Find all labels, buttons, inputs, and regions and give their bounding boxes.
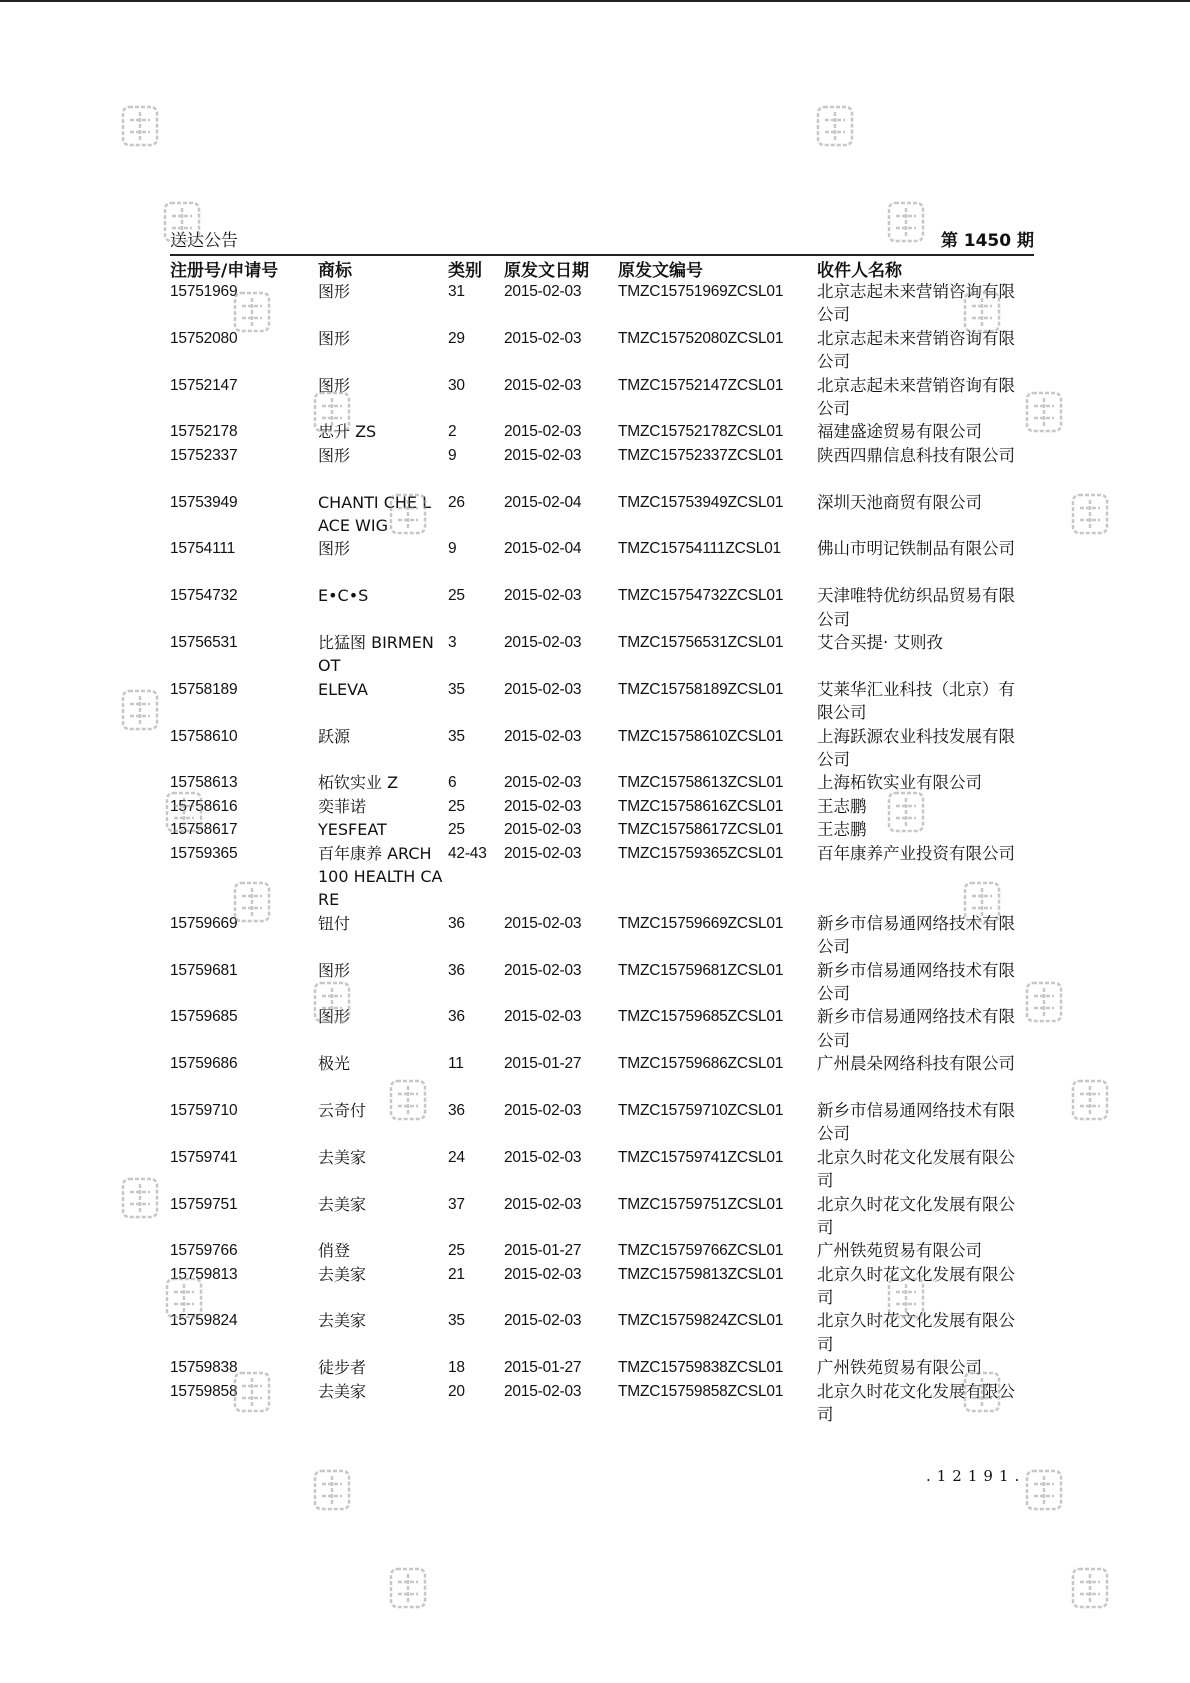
cell-class: 9	[448, 540, 457, 558]
cell-reg-no: 15752147	[170, 376, 238, 394]
page-number: .12191.	[926, 1467, 1026, 1485]
cell-reg-no: 15758610	[170, 727, 238, 745]
cell-date: 2015-02-03	[504, 844, 582, 862]
table-row	[170, 725, 1034, 772]
cell-reg-no: 15759741	[170, 1148, 238, 1166]
table-row	[170, 1193, 1034, 1240]
zhong-watermark-icon	[120, 104, 160, 148]
cell-reg-no: 15759685	[170, 1008, 238, 1026]
issue-number: 第 1450 期	[940, 231, 1034, 251]
biao-watermark-icon	[1024, 980, 1064, 1024]
cell-mark: 忠升 ZS	[318, 422, 377, 442]
guo-watermark-icon	[886, 790, 926, 834]
guo-watermark-icon	[164, 1276, 204, 1320]
cell-reg-no: 15759669	[170, 914, 238, 932]
cell-reg-no: 15758617	[170, 821, 238, 839]
cell-date: 2015-02-03	[504, 914, 582, 932]
cell-class: 25	[448, 587, 465, 605]
col-header-class: 类别	[448, 261, 482, 281]
cell-reg-no: 15758613	[170, 774, 238, 792]
cell-mark: 钮付	[318, 913, 351, 933]
cell-date: 2015-02-03	[504, 1008, 582, 1026]
zhong-watermark-icon	[120, 1176, 160, 1220]
cell-class: 25	[448, 821, 465, 839]
cell-mark: 去美家	[318, 1194, 367, 1214]
cell-mark: 比猛图 BIRMENOT	[318, 632, 434, 676]
cell-reg-no: 15754732	[170, 587, 238, 605]
cell-reg-no: 15759710	[170, 1101, 238, 1119]
cell-mark: 图形	[318, 445, 351, 465]
cell-date: 2015-02-03	[504, 774, 582, 792]
cell-date: 2015-02-03	[504, 1101, 582, 1119]
cell-mark: 去美家	[318, 1381, 367, 1401]
table-row	[170, 1380, 1034, 1427]
cell-date: 2015-02-03	[504, 961, 582, 979]
cell-recipient: 北京志起未来营销咨询有限公司	[817, 328, 1015, 372]
cell-doc-no: TMZC15754111ZCSL01	[618, 540, 781, 558]
cell-class: 36	[448, 1101, 465, 1119]
cell-doc-no: TMZC15753949ZCSL01	[618, 493, 784, 511]
cell-date: 2015-02-03	[504, 1382, 582, 1400]
table-row	[170, 584, 1034, 631]
biao-watermark-icon	[312, 390, 352, 434]
cell-date: 2015-02-03	[504, 423, 582, 441]
table-row	[170, 1356, 1034, 1379]
cell-reg-no: 15759686	[170, 1055, 238, 1073]
cell-class: 11	[448, 1055, 464, 1073]
cell-recipient: 北京久时花文化发展有限公司	[817, 1194, 1015, 1237]
cell-reg-no: 15759766	[170, 1242, 238, 1260]
cell-doc-no: TMZC15759741ZCSL01	[618, 1148, 784, 1166]
cell-class: 30	[448, 376, 465, 394]
cell-mark: 图形	[318, 539, 351, 559]
cell-doc-no: TMZC15759685ZCSL01	[618, 1008, 784, 1026]
cell-doc-no: TMZC15758613ZCSL01	[618, 774, 784, 792]
cell-mark: 去美家	[318, 1264, 367, 1284]
cell-reg-no: 15758616	[170, 797, 238, 815]
cell-doc-no: TMZC15758610ZCSL01	[618, 727, 784, 745]
cell-date: 2015-02-04	[504, 540, 582, 558]
table-row	[170, 1052, 1034, 1099]
cell-class: 25	[448, 797, 465, 815]
cell-class: 6	[448, 774, 457, 792]
cell-date: 2015-02-03	[504, 680, 582, 698]
cell-recipient: 北京久时花文化发展有限公司	[817, 1264, 1015, 1308]
cell-doc-no: TMZC15758616ZCSL01	[618, 797, 784, 815]
cell-class: 31	[448, 283, 465, 300]
col-header-reg-no: 注册号/申请号	[170, 261, 279, 281]
wang-watermark-icon	[1070, 1078, 1110, 1122]
cell-mark: 图形	[318, 282, 351, 301]
table-row	[170, 1005, 1034, 1052]
cell-date: 2015-02-03	[504, 1312, 582, 1330]
cell-recipient: 上海跃源农业科技发展有限公司	[817, 726, 1015, 769]
cell-class: 36	[448, 1008, 465, 1026]
cell-class: 35	[448, 727, 465, 745]
table-row	[170, 280, 1034, 327]
cell-date: 2015-02-03	[504, 376, 582, 394]
wang-watermark-icon	[388, 492, 428, 536]
cell-class: 18	[448, 1359, 465, 1377]
cell-doc-no: TMZC15754732ZCSL01	[618, 587, 784, 605]
table-row	[170, 1239, 1034, 1262]
guo-watermark-icon	[162, 200, 202, 244]
biao-watermark-icon	[1024, 1468, 1064, 1512]
cell-recipient: 新乡市信易通网络技术有限公司	[817, 960, 1015, 1003]
cell-recipient: 新乡市信易通网络技术有限公司	[817, 1007, 1015, 1050]
cell-date: 2015-02-03	[504, 446, 582, 464]
cell-class: 35	[448, 680, 465, 698]
cell-class: 20	[448, 1382, 465, 1400]
table-row	[170, 1146, 1034, 1193]
cell-reg-no: 15752080	[170, 329, 238, 347]
table-row	[170, 327, 1034, 374]
cell-reg-no: 15751969	[170, 283, 238, 300]
cell-doc-no: TMZC15752178ZCSL01	[618, 423, 784, 441]
cell-class: 2	[448, 423, 457, 441]
table-row	[170, 374, 1034, 421]
table-row	[170, 537, 1034, 584]
cell-doc-no: TMZC15752337ZCSL01	[618, 446, 784, 464]
cell-reg-no: 15756531	[170, 633, 238, 651]
cell-recipient: 百年康养产业投资有限公司	[817, 843, 1015, 863]
cell-recipient: 北京志起未来营销咨询有限公司	[817, 375, 1015, 418]
cell-recipient: 北京志起未来营销咨询有限公司	[817, 282, 1015, 325]
cell-doc-no: TMZC15759824ZCSL01	[618, 1312, 784, 1330]
shang-watermark-icon	[962, 1370, 1002, 1414]
cell-date: 2015-02-03	[504, 329, 582, 347]
cell-reg-no: 15758189	[170, 680, 238, 698]
cell-mark: 柘钦实业 Z	[318, 773, 399, 793]
cell-class: 42-43	[448, 844, 487, 862]
cell-doc-no: TMZC15756531ZCSL01	[618, 633, 784, 651]
cell-recipient: 王志鹏	[817, 820, 867, 840]
cell-reg-no: 15759858	[170, 1382, 238, 1400]
page-title: 送达公告	[170, 231, 238, 251]
cell-class: 9	[448, 446, 457, 464]
cell-date: 2015-02-03	[504, 821, 582, 839]
cell-class: 36	[448, 914, 465, 932]
cell-recipient: 上海柘钦实业有限公司	[817, 773, 982, 793]
cell-mark: 去美家	[318, 1311, 367, 1331]
table-row	[170, 491, 1034, 538]
cell-recipient: 天津唯特优纺织品贸易有限公司	[817, 586, 1015, 629]
top-rule	[0, 0, 1190, 2]
col-header-doc-no: 原发文编号	[618, 261, 703, 281]
cell-class: 35	[448, 1312, 465, 1330]
cell-class: 3	[448, 633, 457, 651]
cell-date: 2015-02-03	[504, 1195, 582, 1213]
cell-reg-no: 15754111	[170, 540, 236, 558]
cell-mark: 奕菲诺	[318, 796, 367, 816]
cell-doc-no: TMZC15758617ZCSL01	[618, 821, 784, 839]
cell-doc-no: TMZC15759858ZCSL01	[618, 1382, 784, 1400]
cell-recipient: 陕西四鼎信息科技有限公司	[817, 445, 1015, 465]
cell-recipient: 艾合买提· 艾则孜	[817, 632, 943, 652]
table-row	[170, 420, 1034, 443]
cell-mark: 去美家	[318, 1147, 367, 1167]
cell-recipient: 北京久时花文化发展有限公司	[817, 1311, 1015, 1354]
cell-reg-no: 15759838	[170, 1359, 238, 1377]
cell-mark: E•C•S	[318, 586, 369, 606]
cell-class: 37	[448, 1195, 465, 1213]
cell-reg-no: 15759813	[170, 1265, 238, 1283]
shang-watermark-icon	[962, 880, 1002, 924]
cell-recipient: 北京久时花文化发展有限公司	[817, 1147, 1015, 1191]
cell-date: 2015-02-03	[504, 1148, 582, 1166]
cell-recipient: 北京久时花文化发展有限公司	[817, 1381, 1015, 1425]
cell-mark: 百年康养 ARCH 100 HEALTH CARE	[318, 843, 443, 910]
cell-recipient: 佛山市明记铁制品有限公司	[817, 539, 1015, 559]
cell-date: 2015-02-04	[504, 493, 582, 511]
table-row	[170, 444, 1034, 491]
cell-doc-no: TMZC15759751ZCSL01	[618, 1195, 784, 1213]
cell-doc-no: TMZC15759669ZCSL01	[618, 914, 784, 932]
cell-class: 24	[448, 1148, 465, 1166]
cell-recipient: 艾莱华汇业科技（北京）有限公司	[817, 679, 1015, 723]
cell-reg-no: 15759365	[170, 844, 238, 862]
cell-doc-no: TMZC15759838ZCSL01	[618, 1359, 784, 1377]
cell-recipient: 深圳天池商贸有限公司	[817, 492, 982, 512]
cell-reg-no: 15759681	[170, 961, 238, 979]
cell-mark: 图形	[318, 375, 351, 395]
cell-doc-no: TMZC15759686ZCSL01	[618, 1055, 784, 1073]
guo-watermark-icon	[164, 790, 204, 834]
table-row	[170, 678, 1034, 725]
cell-recipient: 新乡市信易通网络技术有限公司	[817, 1100, 1015, 1144]
cell-doc-no: TMZC15751969ZCSL01	[618, 283, 784, 300]
table-row	[170, 631, 1034, 678]
cell-doc-no: TMZC15758189ZCSL01	[618, 680, 784, 698]
cell-mark: 跃源	[318, 726, 351, 746]
cell-date: 2015-02-03	[504, 587, 582, 605]
cell-reg-no: 15759751	[170, 1195, 238, 1213]
cell-mark: CHANTI CHE L ACE WIG	[318, 492, 432, 535]
table-header	[170, 256, 1034, 282]
cell-mark: ELEVA	[318, 679, 368, 699]
cell-date: 2015-02-03	[504, 797, 582, 815]
cell-class: 29	[448, 329, 465, 347]
table-row	[170, 1099, 1034, 1146]
cell-doc-no: TMZC15759710ZCSL01	[618, 1101, 784, 1119]
biao-watermark-icon	[1024, 390, 1064, 434]
biao-watermark-icon	[312, 1468, 352, 1512]
wang-watermark-icon	[1070, 492, 1110, 536]
cell-date: 2015-01-27	[504, 1242, 582, 1260]
cell-mark: 俏登	[318, 1241, 351, 1261]
cell-date: 2015-02-03	[504, 283, 582, 300]
cell-reg-no: 15759824	[170, 1312, 238, 1330]
cell-recipient: 广州铁苑贸易有限公司	[817, 1358, 982, 1378]
cell-date: 2015-01-27	[504, 1359, 582, 1377]
wang-watermark-icon	[1070, 1566, 1110, 1610]
table-row	[170, 912, 1034, 959]
guo-watermark-icon	[886, 1276, 926, 1320]
notice-table	[170, 280, 1034, 1426]
cell-doc-no: TMZC15759681ZCSL01	[618, 961, 784, 979]
cell-recipient: 新乡市信易通网络技术有限公司	[817, 913, 1015, 957]
shang-watermark-icon	[232, 290, 272, 334]
cell-class: 21	[448, 1265, 465, 1283]
cell-mark: 云奇付	[318, 1100, 367, 1120]
cell-class: 25	[448, 1242, 465, 1260]
col-header-date: 原发文日期	[504, 261, 589, 281]
table-row	[170, 959, 1034, 1006]
cell-date: 2015-02-03	[504, 727, 582, 745]
cell-mark: 徒步者	[318, 1358, 367, 1378]
wang-watermark-icon	[388, 1078, 428, 1122]
zhong-watermark-icon	[120, 688, 160, 732]
cell-recipient: 王志鹏	[817, 796, 867, 816]
cell-doc-no: TMZC15759365ZCSL01	[618, 844, 784, 862]
cell-recipient: 广州铁苑贸易有限公司	[817, 1241, 982, 1261]
cell-class: 26	[448, 493, 465, 511]
cell-reg-no: 15753949	[170, 493, 238, 511]
cell-reg-no: 15752178	[170, 423, 238, 441]
cell-mark: 图形	[318, 960, 351, 980]
col-header-recipient: 收件人名称	[817, 261, 902, 281]
cell-class: 36	[448, 961, 465, 979]
guo-watermark-icon	[886, 200, 926, 244]
table-row	[170, 842, 1034, 912]
zhong-watermark-icon	[815, 104, 855, 148]
cell-recipient: 广州晨朵网络科技有限公司	[817, 1054, 1015, 1074]
cell-doc-no: TMZC15752080ZCSL01	[618, 329, 784, 347]
cell-recipient: 福建盛途贸易有限公司	[817, 422, 982, 442]
cell-date: 2015-02-03	[504, 633, 582, 651]
cell-date: 2015-02-03	[504, 1265, 582, 1283]
cell-date: 2015-01-27	[504, 1055, 582, 1073]
cell-mark: YESFEAT	[318, 820, 387, 840]
cell-mark: 图形	[318, 1007, 351, 1027]
shang-watermark-icon	[232, 1370, 272, 1414]
cell-mark: 图形	[318, 328, 351, 348]
cell-doc-no: TMZC15759813ZCSL01	[618, 1265, 784, 1283]
cell-doc-no: TMZC15759766ZCSL01	[618, 1242, 784, 1260]
wang-watermark-icon	[388, 1566, 428, 1610]
biao-watermark-icon	[312, 980, 352, 1024]
col-header-mark: 商标	[318, 261, 352, 281]
cell-mark: 极光	[318, 1054, 351, 1074]
shang-watermark-icon	[232, 880, 272, 924]
cell-reg-no: 15752337	[170, 446, 238, 464]
shang-watermark-icon	[962, 290, 1002, 334]
cell-doc-no: TMZC15752147ZCSL01	[618, 376, 784, 394]
